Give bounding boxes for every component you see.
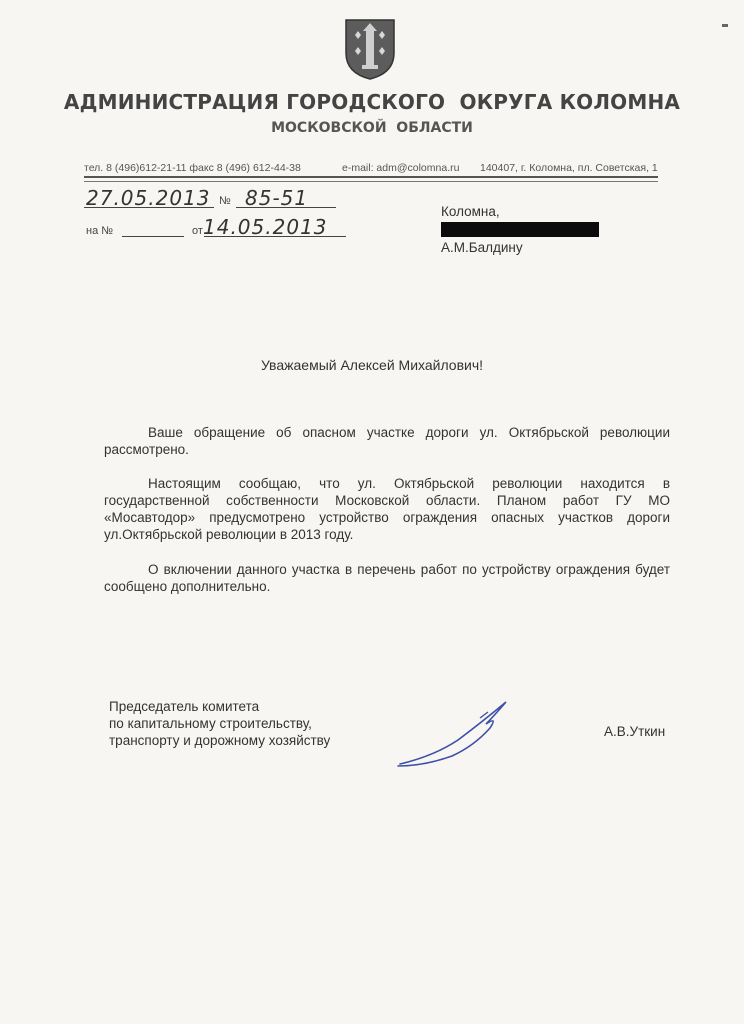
redacted-address (441, 222, 599, 237)
scan-mark (722, 24, 728, 27)
outgoing-number: 85-51 (245, 186, 309, 210)
email: e-mail: adm@colomna.ru (342, 162, 460, 174)
organization-title: АДМИНИСТРАЦИЯ ГОРОДСКОГО ОКРУГА КОЛОМНА (63, 90, 681, 114)
paragraph-2: Настоящим сообщаю, что ул. Октябрьской революции находится в государственной собственности Московской области. Планом работ ГУ МО «Мосавтодор» предусмотрено устройство ограждения опасных участков дороги ул.Октябрьской революции в 2013 году. (104, 476, 670, 542)
in-reply-label: на № (86, 225, 114, 237)
header-divider-thin (84, 181, 658, 182)
organization-region: МОСКОВСКОЙ ОБЛАСТИ (271, 120, 473, 136)
recipient-city: Коломна, (441, 204, 500, 219)
header-divider-thick (84, 176, 658, 178)
reply-date: 14.05.2013 (203, 215, 328, 239)
paragraph-3: О включении данного участка в перечень работ по устройству ограждения будет сообщено дополнительно. (104, 562, 670, 594)
signatory-name: А.В.Уткин (604, 724, 666, 739)
reply-date-underline (204, 236, 346, 237)
position-line-1: Председатель комитета (109, 699, 260, 714)
signatory-position (109, 698, 330, 749)
date-underline (84, 207, 214, 208)
position-line-2: по капитальному строительству, (109, 716, 312, 731)
greeting: Уважаемый Алексей Михайлович! (260, 357, 484, 373)
recipient-name: А.М.Балдину (441, 240, 523, 255)
handwritten-signature-icon (394, 694, 518, 770)
address: 140407, г. Коломна, пл. Советская, 1 (480, 162, 658, 174)
phone-fax: тел. 8 (496)612-21-11 факс 8 (496) 612-44-38 (84, 162, 301, 174)
paragraph-1: Ваше обращение об опасном участке дороги ул. Октябрьской революции рассмотрено. (104, 425, 670, 457)
outgoing-date: 27.05.2013 (86, 186, 211, 210)
in-reply-underline (122, 236, 184, 237)
position-line-3: транспорту и дорожному хозяйству (109, 733, 331, 748)
coat-of-arms-icon (343, 17, 397, 81)
number-label: № (219, 195, 231, 207)
number-underline (236, 207, 336, 208)
from-label: от (192, 225, 203, 237)
